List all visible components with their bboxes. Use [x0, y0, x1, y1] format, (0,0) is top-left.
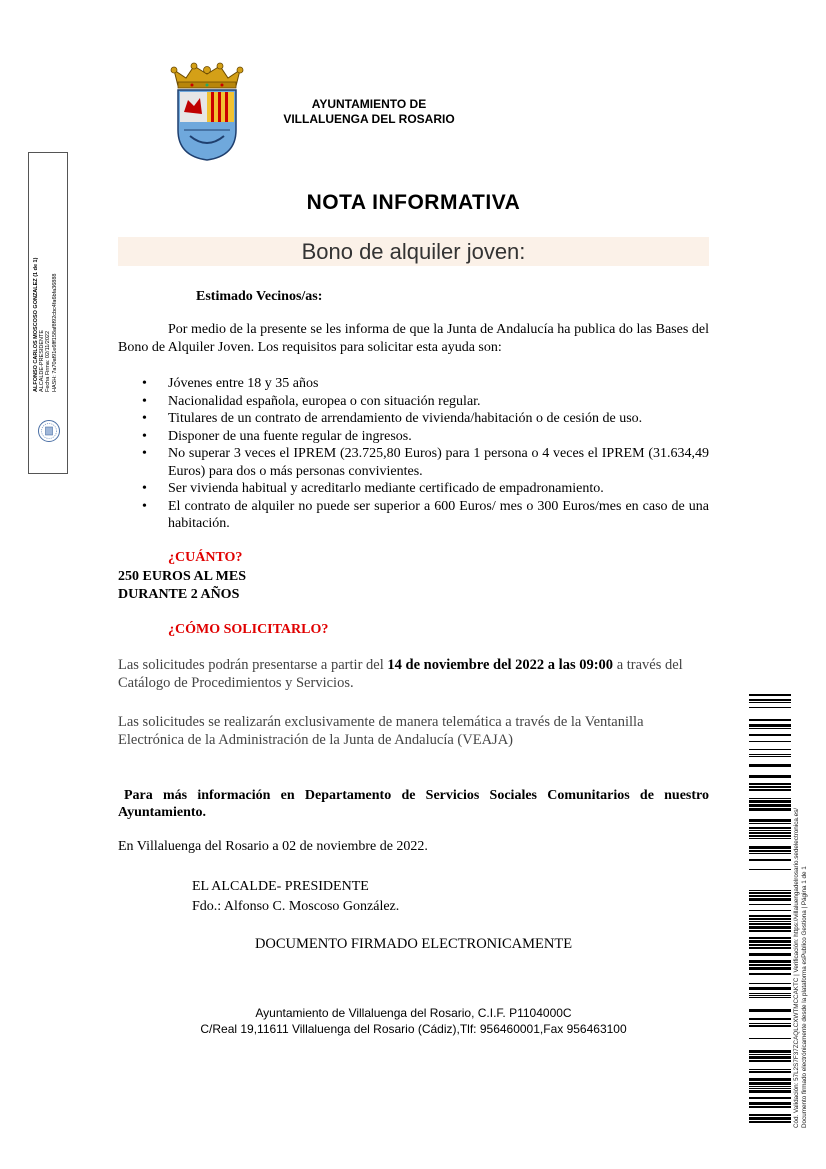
barcode-bar — [749, 1082, 791, 1085]
signature-hash: HASH: 7a70af91e6fff158af8f92cbc4fa6bfa36888 — [51, 273, 58, 392]
greeting: Estimado Vecinos/as: — [196, 289, 323, 304]
list-item — [118, 375, 709, 393]
barcode-bar — [749, 895, 791, 897]
signer-block-role: EL ALCALDE- PRESIDENTE — [192, 879, 369, 894]
barcode-bar — [749, 749, 791, 750]
barcode-bar — [749, 1018, 791, 1020]
barcode-bar — [749, 775, 791, 778]
signed-notice: DOCUMENTO FIRMADO ELECTRONICAMENTE — [254, 936, 573, 952]
barcode-bar — [749, 694, 791, 696]
barcode-bar — [749, 987, 791, 990]
signer-block — [192, 877, 399, 917]
barcode-bar — [749, 960, 791, 963]
barcode-bar — [749, 699, 791, 701]
barcode-bar — [749, 915, 791, 917]
barcode-bar — [749, 1114, 791, 1116]
amount-info — [118, 568, 246, 604]
requirement-text: Nacionalidad española, europea o con situación regular. — [168, 393, 481, 409]
amount-line-2: DURANTE 2 AÑOS — [118, 587, 240, 602]
barcode-bar — [749, 707, 791, 708]
bullet-icon: • — [142, 446, 147, 461]
requirements-list — [118, 375, 709, 533]
barcode-bar — [749, 789, 791, 791]
barcode-bar — [749, 997, 791, 998]
barcode-bar — [749, 1038, 791, 1039]
barcode-bar — [749, 1117, 791, 1120]
barcode-bar — [749, 853, 791, 854]
application-date-paragraph — [118, 656, 709, 692]
bullet-icon: • — [142, 428, 147, 444]
subtitle-banner: Bono de alquiler joven: — [118, 237, 709, 266]
more-info-paragraph: Para más información en Departamento de Servicios Sociales Comunitarios de nuestro Ayuntamiento. — [118, 788, 709, 820]
barcode-bar — [749, 827, 791, 829]
barcode-bar — [749, 798, 791, 799]
barcode-bar — [749, 734, 791, 736]
validation-line-2: Documento firmado electrónicamente desde la plataforma esPublico Gestiona | Página 1 de 1 — [801, 866, 808, 1128]
signer-block-name: Fdo.: Alfonso C. Moscoso González. — [192, 899, 400, 914]
barcode-bar — [749, 921, 791, 922]
barcode-bar — [749, 859, 791, 861]
list-item — [118, 445, 709, 480]
barcode-bar — [749, 983, 791, 984]
barcode-bar — [749, 904, 791, 905]
barcode-bar — [749, 756, 791, 757]
page-title: NOTA INFORMATIVA — [306, 191, 521, 214]
barcode-bar — [749, 940, 791, 943]
barcode-bar — [749, 926, 791, 929]
barcode-bar — [749, 967, 791, 970]
organization-name — [262, 97, 476, 127]
barcode-bar — [749, 804, 791, 807]
barcode-bar — [749, 1090, 791, 1093]
barcode-bar — [749, 1086, 791, 1087]
organization-line-2: VILLALUENGA DEL ROSARIO — [283, 112, 455, 126]
barcode-bar — [749, 783, 791, 785]
requirement-text: Disponer de una fuente regular de ingresos. — [168, 428, 412, 444]
barcode-bar — [749, 953, 791, 956]
barcode-bar — [749, 910, 791, 911]
application-date-text-2: a través del Catálogo de Procedimientos y Servicios. — [118, 657, 683, 691]
barcode-bar — [749, 1025, 791, 1027]
barcode-bar — [749, 754, 791, 755]
signer-role: ALCALDE-PRESIDENTE — [39, 329, 46, 392]
barcode-bar — [749, 1054, 791, 1055]
barcode-bar — [749, 764, 791, 767]
organization-line-1: AYUNTAMIENTO DE — [311, 97, 427, 111]
application-method-paragraph: Las solicitudes se realizarán exclusivamente de manera telemática a través de la Ventanilla Electrónica de la Administración de la Junta de Andalucía (VEAJA) — [118, 714, 644, 748]
barcode-bar — [749, 1050, 791, 1053]
barcode-bar — [749, 728, 791, 729]
intro-paragraph: Por medio de la presente se les informa de que la Junta de Andalucía ha publica do las Bases del Bono de Alquiler Joven. Los requisitos para solicitar esta ayuda son: — [118, 322, 709, 355]
barcode-bar — [749, 1023, 791, 1024]
barcode-bar — [749, 835, 791, 837]
barcode-bar — [749, 993, 791, 994]
barcode-bar — [749, 973, 791, 975]
amount-line-1: 250 EUROS AL MES — [118, 569, 246, 584]
barcode-bar — [749, 786, 791, 788]
barcode-bar — [749, 898, 791, 901]
barcode-bar — [749, 719, 791, 721]
requirement-text: Ser vivienda habitual y acreditarlo mediante certificado de empadronamiento. — [168, 481, 604, 496]
barcode-bar — [749, 1071, 791, 1073]
how-much-heading: ¿CUÁNTO? — [168, 550, 243, 565]
how-to-apply-heading: ¿CÓMO SOLICITARLO? — [168, 622, 329, 637]
bullet-icon: • — [142, 481, 147, 496]
barcode-bar — [749, 823, 791, 824]
barcode-bar — [749, 741, 791, 742]
barcode-bar — [749, 890, 791, 891]
signer-name: ALFONSO CARLOS MOSCOSO GONZALEZ (1 de 1) — [33, 257, 39, 392]
barcode-bar — [749, 918, 791, 920]
requirement-text: Jóvenes entre 18 y 35 años — [168, 376, 319, 391]
requirement-text: Titulares de un contrato de arrendamiento de vivienda/habitación o de cesión de uso. — [168, 411, 643, 426]
bullet-icon: • — [142, 393, 147, 409]
list-item — [118, 498, 709, 533]
barcode-bar — [749, 937, 791, 939]
barcode-bar — [749, 1106, 791, 1108]
place-and-date: En Villaluenga del Rosario a 02 de noviembre de 2022. — [118, 839, 428, 854]
barcode-bar — [749, 1088, 791, 1089]
barcode-bar — [749, 944, 791, 946]
barcode-bar — [749, 830, 791, 831]
requirement-text: No superar 3 veces el IPREM (23.725,80 Euros) para 1 persona o 4 veces el IPREM (31.634,49 Euros) para dos o más personas convivientes. — [168, 446, 709, 479]
barcode-bar — [749, 869, 791, 870]
barcode-bar — [749, 1097, 791, 1099]
seal-icon — [37, 419, 61, 443]
barcode-bar — [749, 964, 791, 966]
signature-date: Fecha Firma: 02/11/2022 — [45, 330, 52, 392]
barcode-bar — [749, 702, 791, 703]
barcode-bar — [749, 1078, 791, 1081]
footer — [118, 1005, 709, 1037]
validation-line-1: Cód. Validación: 57L2S7F37ZCAQLCXWTMCCAKTC | Verificación: https://villaluengadelrosario.sedelectronica.es/ — [793, 807, 800, 1128]
footer-line-1: Ayuntamiento de Villaluenga del Rosario, C.I.F. P1104000C — [255, 1006, 572, 1020]
requirement-text: El contrato de alquiler no puede ser superior a 600 Euros/ mes o 300 Euros/mes en caso de una habitación. — [168, 498, 709, 531]
list-item — [118, 428, 709, 446]
barcode-bar — [749, 808, 791, 811]
validation-side-text — [793, 688, 809, 1128]
barcode-bar — [749, 800, 791, 803]
signature-details — [33, 212, 58, 392]
list-item — [118, 480, 709, 498]
barcode-bar — [749, 947, 791, 949]
barcode-bar — [749, 1009, 791, 1012]
list-item — [118, 410, 709, 428]
barcode-bar — [749, 1121, 791, 1123]
barcode-bar — [749, 930, 791, 932]
barcode-bar — [749, 1060, 791, 1062]
coat-of-arms-logo — [170, 60, 244, 164]
bullet-icon: • — [142, 498, 147, 514]
list-item — [118, 393, 709, 411]
bullet-icon: • — [142, 411, 147, 426]
bullet-icon: • — [142, 376, 147, 391]
barcode-bar — [749, 923, 791, 925]
footer-line-2: C/Real 19,11611 Villaluenga del Rosario (Cádiz),Tlf: 956460001,Fax 956463100 — [200, 1022, 627, 1036]
barcode-bar — [749, 838, 791, 839]
application-start-date: 14 de noviembre del 2022 a las 09:00 — [387, 657, 614, 673]
barcode-bar — [749, 846, 791, 849]
barcode-bar — [749, 995, 791, 996]
barcode-bar — [749, 832, 791, 834]
barcode-bar — [749, 724, 791, 727]
barcode-bar — [749, 819, 791, 822]
barcode-icon — [749, 694, 791, 1126]
barcode-bar — [749, 1069, 791, 1070]
application-date-text-1: Las solicitudes podrán presentarse a partir del — [118, 657, 388, 673]
barcode-bar — [749, 1056, 791, 1059]
barcode-bar — [749, 892, 791, 894]
barcode-bar — [749, 850, 791, 852]
barcode-bar — [749, 1102, 791, 1105]
